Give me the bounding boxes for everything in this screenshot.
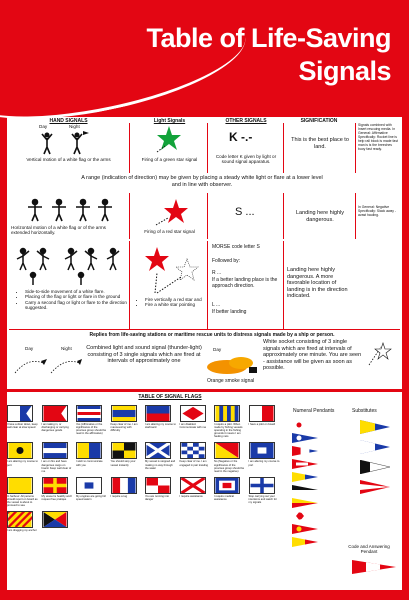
page-title: Table of Life-Saving Signals	[146, 23, 391, 86]
row2-side-note: In General: Negative Specifically: Slack away - avast hauling.	[358, 205, 397, 217]
list-item: • Fire vertically a red star and	[145, 297, 207, 302]
row1-hand-figures: Day Night	[37, 124, 107, 154]
person-waving-flag-icon	[37, 129, 107, 155]
morse-l-text: If better landing	[212, 309, 247, 315]
flag-z	[42, 511, 74, 532]
green-star-icon	[149, 124, 189, 154]
list-item: • Side-to-side movement of a white flare.	[25, 289, 127, 294]
divider	[207, 123, 208, 173]
substitute-pendants	[360, 420, 390, 494]
flag-e: I am altering my course to starboard	[145, 405, 177, 438]
row3-hand-bullets	[19, 289, 127, 311]
substitutes-label: Substitutes	[352, 408, 377, 414]
divider	[129, 193, 130, 239]
orange-smoke-icon	[205, 353, 261, 377]
row2-signification: Landing here highly dangerous.	[295, 210, 344, 223]
flag-t: I require a tug	[111, 477, 143, 507]
flag-o: No (Negative or the significance of the previous group should be read in the negative)	[214, 442, 246, 472]
flag-g: I require a pilot. When made by fishing vessels operating in the fishing grounds it means I am hauling nets	[214, 405, 246, 438]
flags-grid	[7, 405, 280, 532]
numeral-pendants	[292, 420, 318, 547]
row2-hand-text: Horizontal motion of a white flag or of the arms extended horizontally.	[11, 225, 106, 236]
header-signification: SIGNIFICATION	[300, 118, 338, 124]
row1-other-text: Code letter K given by light or sound signal apparatus.	[215, 154, 277, 165]
divider	[283, 193, 284, 239]
divider	[283, 241, 284, 329]
divider	[283, 123, 284, 173]
person-side-movement-icon	[13, 245, 125, 285]
row2-other-code: S ...	[235, 206, 255, 218]
divider	[129, 123, 130, 173]
morse-r-text: If a better landing place is the approach direction.	[212, 277, 278, 289]
row1-side-note: Signals combined with Insert rescuing media. In General: Affirmative Specifically: Rocket line is help rall block is made fast man is is the breeches buoy fast ready.	[358, 123, 398, 151]
divider	[355, 123, 356, 173]
divider	[355, 193, 356, 239]
person-arms-horizontal-icon	[25, 197, 115, 223]
list-item: • Placing of the flag or light or flare in the ground	[25, 294, 127, 299]
flag-h: I have a pilot on board	[249, 405, 281, 438]
white-socket-icon	[367, 341, 397, 367]
replies-right-text: White socket consisting of 3 single signals which are fired at intervals of approximately one minute. You are seen - assistance will be given as soon as possible.	[263, 339, 362, 372]
followed-by: Followed by:	[212, 258, 241, 264]
list-item: • Fire a white star pointing	[145, 302, 207, 307]
flag-b: I am taking in, or discharging or carrying dangerous goods	[42, 405, 74, 438]
flag-y: I am dragging my anchor	[7, 511, 39, 532]
substitute-2-icon	[360, 440, 390, 454]
divider	[129, 241, 130, 329]
flag-d: Keep clear of me. I am manoeuvring with difficulty	[111, 405, 143, 438]
flag-w: I require medical assistance	[214, 477, 246, 507]
substitute-3-icon	[360, 460, 390, 474]
flag-i: I am altering my course to port	[7, 442, 39, 472]
flags-heading: TABLE OF SIGNAL FLAGS	[138, 394, 202, 400]
divider	[207, 241, 208, 329]
code-pendant-icon	[352, 560, 396, 574]
smoke-text: Orange smoke signal	[207, 378, 255, 384]
flag-s: My engines are going full speed astern	[76, 477, 108, 507]
flag-l: You should stop your vessel instantly	[111, 442, 143, 472]
replies-heading: Replies from life-saving stations or maritime rescue units to distress signals made by a ship or person.	[89, 332, 335, 338]
flag-a: I have a diver down, keep well clear at slow speed	[7, 405, 39, 438]
header-other-signals: OTHER SIGNALS	[225, 118, 267, 124]
row2-light-text: Firing of a red star signal	[144, 229, 195, 234]
morse-l: L ...	[212, 302, 221, 308]
row1-hand-text: Vertical motion of a white flag or the arms	[26, 157, 111, 162]
flag-f: I am disabled. Communicate with me	[180, 405, 212, 438]
thunder-light-icon	[13, 353, 83, 375]
header-hand-signals: HAND SIGNALS	[49, 118, 88, 124]
row1-light-text: Firing of a green star signal	[141, 157, 198, 162]
flag-c: Yes (Affirmative or the significance of the previous group should be read in the affirmative)	[76, 405, 108, 438]
morse-title: MORSE code letter S	[212, 244, 260, 250]
flag-x: Stop carrying out your intentions and watch for my signals	[249, 477, 281, 507]
row1-other-code: K -.-	[229, 130, 253, 144]
red-and-white-star-icon	[135, 245, 205, 295]
flag-k: I wish to communicate with you	[76, 442, 108, 472]
flag-m: My vessel is stopped and making no way through the water	[145, 442, 177, 472]
row3-light-bullets	[139, 297, 207, 308]
numeral-pendants-label: Numeral Pendants	[293, 408, 335, 414]
flag-q: In harbour: All persons should report on board as the vessel is about to proceed to sea	[7, 477, 39, 507]
range-note: A range (indication of direction) may be given by placing a steady white light or flare at a lower level and in line with observer.	[81, 175, 323, 188]
header-light-signals: Light Signals	[153, 118, 186, 124]
flag-n: Keep clear of me. I am engaged in pair trawling	[180, 442, 212, 472]
flag-j: I am on fire and have dangerous cargo on board. Keep well clear of me	[42, 442, 74, 472]
flag-v: I require assistance	[180, 477, 212, 507]
list-item: • Carry a second flag or light or flare to the direction suggested.	[25, 300, 127, 311]
row3-signification: Landing here highly dangerous. A more favorable location of landing is in the direction indicated.	[287, 267, 348, 300]
code-pendant-label: Code and Answering Pendant	[348, 544, 390, 554]
red-star-icon	[152, 197, 192, 227]
substitute-4-icon	[360, 480, 390, 494]
replies-left-text: Combined light and sound signal (thunder-light) consisting of 3 single signals which are fired at intervals of approximately one	[86, 345, 202, 365]
divider	[9, 329, 400, 330]
divider	[207, 193, 208, 239]
morse-r: R ...	[212, 270, 222, 276]
row1-signification: This is the best place to land.	[291, 137, 349, 150]
signals-table: HAND SIGNALS Light Signals OTHER SIGNALS SIGNIFICATION Day Night Vertical motion of a white flag or the arms Firing of a green star signal K -.- Code letter K given by light or sound signal apparatus. This is the best place to land. Signals combined with Insert rescuing media. In General: Affirmative Specifically: Rocket line is help rall block is made fast man is is the breeches buoy fast ready. A range (indication of direction) may be given by placing a steady white light or flare at a lower level and in line with observer. Horizontal motion of a white flag or of the arms extended horizontally. Firing of a red star signal S ... Landing here highly dangerous. In General: Negative Specifically: Slack away - avast hauling. • Side-to-side movement of a white flare. • Placing of the flag or light or flare in the ground • Carry a second flag or light or flare to the direction suggested. • Fire vertically a red star and • Fire a white star pointing MORSE code letter S Followed by: R ... If a better landing place is the approach direction. L ... If better landing Landing here highly dangerous. A more favorable location of landing is in the direction indicated. Replies from life-saving stations or maritime rescue units to distress signals made by a ship or person. Day Night Combined light and sound signal (thunder-light) consisting of 3 single signals which are fired at intervals of approximately one Day Orange smoke signal White socket consisting of 3 single signals which are fired at intervals of approximately one minute. You are seen - assistance will be given as soon as possible.	[7, 117, 402, 389]
substitute-1-icon	[360, 420, 390, 434]
flag-p: I am altering my course to port	[249, 442, 281, 472]
flag-r: My vessel is healthy and I request free pratique	[42, 477, 74, 507]
flag-u: You are running into danger	[145, 477, 177, 507]
